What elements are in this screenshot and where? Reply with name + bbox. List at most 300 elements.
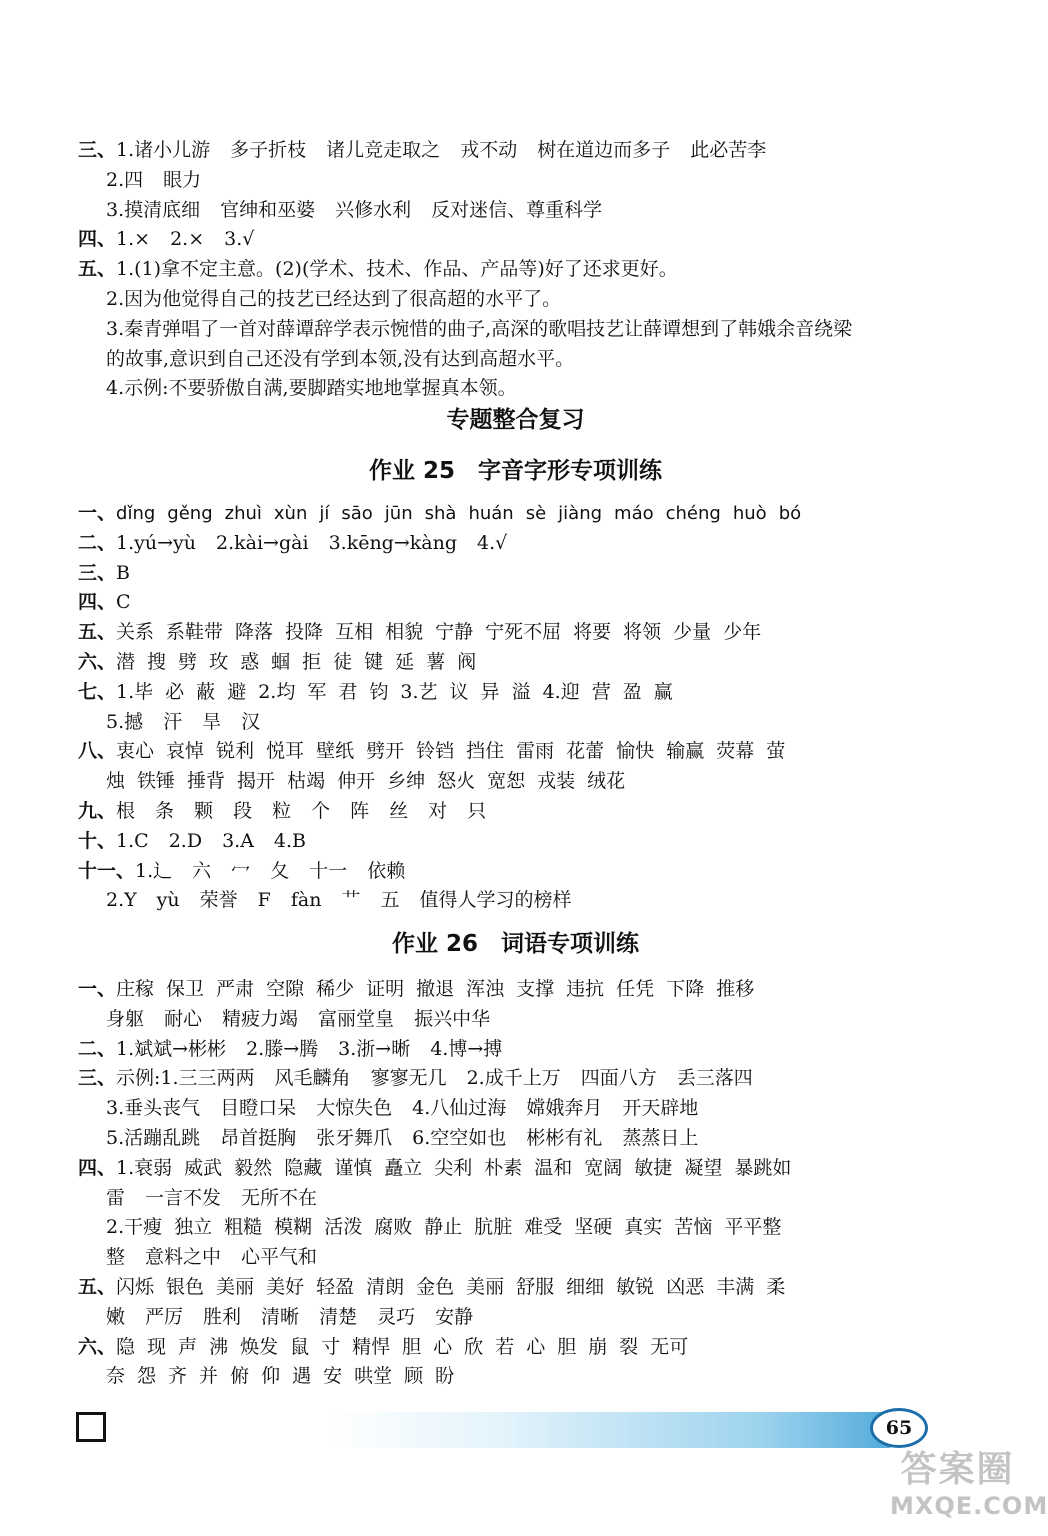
answer-line	[0, 1005, 1031, 1033]
answer-item: jí	[319, 503, 330, 524]
answer-item: 活泼	[324, 1216, 363, 1239]
answer-item: 键	[364, 651, 384, 673]
answer-item: 腐败	[374, 1216, 413, 1239]
answer-item: gěng	[167, 503, 213, 524]
answer-item: 兴修水利	[335, 198, 412, 221]
answer-item: 君	[338, 680, 358, 703]
answer-item: 的故事,意识到自己还没有学到本领,没有达到高超水平。	[106, 347, 575, 370]
answer-item: 无所不在	[241, 1186, 318, 1209]
answer-line	[0, 1273, 1031, 1301]
answer-item: 凶恶	[666, 1276, 705, 1298]
answer-item: C	[116, 591, 131, 614]
answer-item: 证明	[366, 978, 405, 1000]
answer-item: 寥寥无几	[370, 1067, 447, 1090]
checkbox-square	[76, 1412, 106, 1442]
answer-item: 闪烁	[116, 1276, 155, 1298]
question-number: 四、	[78, 591, 117, 614]
answer-item: 4.示例:不要骄傲自满,要脚踏实地地掌握真本领。	[106, 377, 517, 400]
answer-item: 雷雨	[516, 740, 555, 763]
answer-item: 暴跳如	[734, 1156, 792, 1179]
answer-item: zhuì	[224, 503, 262, 524]
answer-item: 振兴中华	[414, 1007, 491, 1030]
answer-item: 个	[311, 800, 331, 822]
answer-item: 阀	[457, 651, 477, 673]
answer-item: 胆	[557, 1335, 577, 1358]
answer-item: 清朗	[366, 1276, 405, 1298]
answer-item: 徒	[333, 651, 353, 673]
answer-item: 顾	[404, 1365, 424, 1388]
answer-item: 盈	[622, 680, 642, 703]
answer-item: 朴素	[484, 1156, 523, 1179]
answer-item: 系鞋带	[166, 621, 224, 644]
answer-item: 心	[526, 1335, 546, 1358]
answer-item: 任凭	[616, 978, 655, 1000]
answer-item: 凝望	[684, 1156, 723, 1179]
answer-line	[0, 166, 1031, 194]
answer-item: 3.艺	[400, 680, 438, 703]
answer-item: 反对迷信、尊重科学	[431, 198, 603, 221]
answer-item: 多子折枝	[230, 139, 307, 161]
answer-item: 银色	[166, 1276, 205, 1298]
answer-item: 敏锐	[616, 1276, 655, 1298]
answer-item: 鼠	[290, 1335, 310, 1358]
answer-item: 衷心	[116, 740, 155, 763]
answer-item: 宁死不屈	[485, 621, 562, 644]
answer-item: 1.辶	[135, 859, 173, 882]
answer-item: 耐心	[164, 1007, 203, 1030]
answer-item: 诸儿竞走取之	[326, 139, 441, 161]
answer-item: 戎装	[537, 770, 576, 793]
answer-item: shà	[424, 503, 457, 524]
homework-25-title: 作业 25 字音字形专项训练	[368, 458, 662, 484]
answer-item: 温和	[534, 1156, 573, 1179]
answer-item: huán	[468, 503, 514, 524]
answer-item: 蒸蒸日上	[622, 1127, 699, 1149]
answer-item: 威武	[184, 1156, 223, 1179]
answer-item: 挡住	[466, 740, 505, 763]
answer-line	[0, 374, 1031, 402]
answer-item: 开天辟地	[622, 1097, 699, 1120]
answer-line	[0, 136, 1031, 164]
answer-item: 撤退	[416, 978, 455, 1000]
answer-item: 根	[116, 800, 136, 822]
answer-item: 戎不动	[460, 139, 518, 161]
answer-item: 下降	[666, 978, 705, 1000]
answer-item: máo	[614, 503, 654, 524]
answer-item: 壁纸	[316, 740, 355, 763]
answer-item: 铁锤	[137, 770, 176, 793]
question-number: 七、	[78, 680, 117, 703]
answer-item: 丝	[389, 800, 409, 822]
answer-item: 精疲力竭	[222, 1007, 299, 1030]
answer-item: 蝈	[271, 651, 291, 673]
answer-item: B	[116, 561, 130, 584]
answer-item: 6.空空如也	[412, 1127, 507, 1149]
answer-item: 4.B	[273, 829, 307, 852]
answer-item: 精悍	[352, 1335, 391, 1358]
answer-item: 宽恕	[487, 770, 526, 793]
answer-line	[0, 255, 1031, 283]
answer-item: 独立	[174, 1216, 213, 1239]
answer-line	[0, 1154, 1031, 1182]
answer-item: 伸开	[337, 770, 376, 793]
answer-item: 眼力	[163, 168, 202, 191]
answer-item: 输赢	[666, 740, 705, 763]
answer-item: 遇	[292, 1365, 312, 1388]
answer-item: 盼	[435, 1365, 455, 1388]
question-number: 四、	[78, 1156, 117, 1179]
answer-item: 若	[495, 1335, 515, 1358]
answer-line	[0, 315, 1031, 343]
answer-item: 苦恼	[674, 1216, 713, 1239]
answer-item: 清楚	[319, 1305, 358, 1328]
answer-item: 现	[147, 1335, 167, 1358]
answer-item: 只	[467, 800, 487, 822]
answer-item: 依赖	[367, 859, 406, 882]
answer-item: 树在道边而多子	[537, 139, 671, 161]
answer-item: 声	[178, 1335, 198, 1358]
answer-item: 5.活蹦乱跳	[106, 1127, 201, 1149]
answer-item: 2.×	[170, 228, 205, 251]
answer-item: 劈	[178, 651, 198, 673]
answer-item: 隐藏	[284, 1156, 323, 1179]
answer-item: 肮脏	[474, 1216, 513, 1239]
answer-item: 花蕾	[566, 740, 605, 763]
answer-item: 身躯	[106, 1007, 145, 1030]
answer-item: 怨	[137, 1365, 157, 1388]
answer-item: 1.C	[116, 829, 149, 852]
answer-item: 互相	[335, 621, 374, 644]
answer-item: 推移	[716, 978, 755, 1000]
answer-item: 哄堂	[354, 1365, 393, 1388]
answer-item: 美丽	[216, 1276, 255, 1298]
answer-item: 支撑	[516, 978, 555, 1000]
answer-item: 劈开	[366, 740, 405, 763]
answer-item: 俯	[230, 1365, 250, 1388]
answer-item: 十一	[309, 859, 348, 882]
answer-item: 愉快	[616, 740, 655, 763]
answer-line	[0, 285, 1031, 313]
answer-line	[0, 196, 1031, 224]
answer-item: 1.毕	[116, 680, 154, 703]
answer-item: 六	[192, 859, 212, 882]
answer-item: 夂	[270, 859, 290, 882]
answer-item: 矗立	[384, 1156, 423, 1179]
answer-item: 荧幕	[716, 740, 755, 763]
answer-item: 丰满	[716, 1276, 755, 1298]
answer-item: 条	[155, 800, 175, 822]
answer-item: 绒花	[587, 770, 626, 793]
answer-item: 3.A	[222, 829, 254, 852]
answer-item: 2.Y	[106, 889, 137, 912]
answer-item: 嫦娥奔月	[526, 1097, 603, 1120]
answer-item: 阵	[350, 800, 370, 822]
answer-item: 欣	[464, 1335, 484, 1358]
answer-line	[0, 588, 1031, 616]
answer-item: chéng	[665, 503, 721, 524]
answer-item: 萤	[766, 740, 786, 763]
answer-item: 五	[380, 889, 400, 912]
answer-item: 拒	[302, 651, 322, 673]
answer-item: 2.滕→腾	[246, 1037, 319, 1060]
answer-item: 锐利	[216, 740, 255, 763]
answer-item: 沸	[209, 1335, 229, 1358]
answer-line	[0, 708, 1031, 736]
answer-line	[0, 1303, 1031, 1331]
answer-item: 谨慎	[334, 1156, 373, 1179]
answer-line	[0, 529, 1031, 557]
answer-item: 昂首挺胸	[220, 1127, 297, 1149]
homework-26-title: 作业 26 词语专项训练	[391, 931, 639, 957]
question-number: 五、	[78, 1276, 117, 1298]
page-number: 65	[870, 1408, 928, 1448]
answer-line	[0, 1243, 1031, 1271]
answer-item: yù	[156, 889, 180, 912]
answer-line	[0, 648, 1031, 676]
answer-item: 浑浊	[466, 978, 505, 1000]
answer-item: 寸	[321, 1335, 341, 1358]
answer-item: 少量	[673, 621, 712, 644]
answer-item: sè	[525, 503, 547, 524]
answer-line	[0, 345, 1031, 373]
answer-line	[0, 1213, 1031, 1241]
answer-item: 避	[227, 680, 247, 703]
answer-item: 示例:1.三三两两	[116, 1067, 255, 1090]
answer-item: 坚硬	[574, 1216, 613, 1239]
answer-item: 心	[433, 1335, 453, 1358]
answer-item: 4.√	[477, 531, 508, 554]
answer-item: 4.博→搏	[430, 1037, 503, 1060]
answer-item: 1.(1)拿不定主意。(2)(学术、技术、作品、产品等)好了还求更好。	[116, 258, 678, 281]
answer-item: 降落	[235, 621, 274, 644]
answer-item: 静止	[424, 1216, 463, 1239]
answer-item: 值得人学习的榜样	[419, 889, 572, 912]
answer-item: 雷	[106, 1186, 126, 1209]
answer-line	[0, 559, 1031, 587]
answer-item: 目瞪口呆	[220, 1097, 297, 1120]
answer-item: 四面八方	[580, 1067, 657, 1090]
answer-item: 并	[199, 1365, 219, 1388]
answer-item: 稀少	[316, 978, 355, 1000]
answer-item: jūn	[384, 503, 413, 524]
answer-item: 张牙舞爪	[316, 1127, 393, 1149]
question-number: 四、	[78, 228, 117, 251]
answer-item: 异	[480, 680, 500, 703]
answer-line	[0, 678, 1031, 706]
answer-item: 轻盈	[316, 1276, 355, 1298]
answer-item: 安	[323, 1365, 343, 1388]
answer-item: F	[257, 889, 271, 912]
answer-item: fàn	[290, 889, 322, 912]
answer-line	[0, 1035, 1031, 1063]
answer-item: 灵巧	[377, 1305, 416, 1328]
question-number: 三、	[78, 561, 117, 584]
answer-item: 玫	[209, 651, 229, 673]
answer-item: 4.迎	[542, 680, 580, 703]
answer-line	[0, 618, 1031, 646]
answer-item: 1.诸小儿游	[116, 139, 211, 161]
answer-item: 真实	[624, 1216, 663, 1239]
question-number: 六、	[78, 651, 117, 673]
answer-line	[0, 1333, 1031, 1361]
watermark-text-cn: 答案圈	[900, 1449, 1015, 1490]
answer-item: 3.秦青弹唱了一首对薛谭辞学表示惋惜的曲子,高深的歌唱技艺让薛谭想到了韩娥余音绕梁	[106, 317, 853, 340]
answer-item: 蔽	[196, 680, 216, 703]
answer-item: 风毛麟角	[274, 1067, 351, 1090]
answer-item: 4.八仙过海	[412, 1097, 507, 1120]
answer-line	[0, 225, 1031, 253]
answer-item: 2.干瘦	[106, 1216, 163, 1239]
answer-item: 宁静	[435, 621, 474, 644]
answer-item: 尖利	[434, 1156, 473, 1179]
answer-item: 清晰	[261, 1305, 300, 1328]
answer-item: 关系	[116, 621, 155, 644]
answer-item: 美好	[266, 1276, 305, 1298]
question-number: 三、	[78, 1067, 117, 1090]
answer-item: 焕发	[240, 1335, 279, 1358]
answer-item: 3.浙→晰	[338, 1037, 411, 1060]
answer-item: xùn	[273, 503, 308, 524]
answer-item: 保卫	[166, 978, 205, 1000]
question-number: 十、	[78, 829, 117, 852]
answer-item: 1.yú→yù	[116, 531, 197, 554]
answer-item: 严肃	[216, 978, 255, 1000]
answer-item: 1.斌斌→彬彬	[116, 1037, 227, 1060]
answer-item: 安静	[435, 1305, 474, 1328]
question-number: 五、	[78, 258, 117, 281]
answer-item: 揭开	[237, 770, 276, 793]
answer-item: 必	[165, 680, 185, 703]
answer-item: dǐng	[116, 503, 156, 524]
question-number: 六、	[78, 1335, 117, 1358]
answer-item: 哀悼	[166, 740, 205, 763]
answer-item: 悦耳	[266, 740, 305, 763]
answer-item: 此必苦李	[690, 139, 767, 161]
answer-item: 2.成千上万	[466, 1067, 561, 1090]
answer-item: bó	[778, 503, 802, 524]
answer-item: 大惊失色	[316, 1097, 393, 1120]
answer-item: 3.kēng→kàng	[328, 531, 458, 554]
answer-item: 2.均	[258, 680, 296, 703]
footer-gradient-bar	[330, 1412, 905, 1448]
question-number: 二、	[78, 1037, 117, 1060]
answer-item: 汗	[163, 710, 183, 733]
answer-item: 隐	[116, 1335, 136, 1358]
answer-item: 官绅和巫婆	[220, 198, 316, 221]
answer-item: 细细	[566, 1276, 605, 1298]
answer-item: 粗糙	[224, 1216, 263, 1239]
answer-item: 旱	[202, 710, 222, 733]
answer-line	[0, 886, 1031, 914]
answer-line	[0, 737, 1031, 765]
answer-item: 惑	[240, 651, 260, 673]
answer-item: 艹	[341, 889, 361, 912]
answer-item: 舒服	[516, 1276, 555, 1298]
answer-item: 一言不发	[145, 1186, 222, 1209]
answer-item: 延	[395, 651, 415, 673]
answer-item: 军	[307, 680, 327, 703]
answer-item: 2.因为他觉得自己的技艺已经达到了很高超的水平了。	[106, 288, 562, 310]
answer-item: 难受	[524, 1216, 563, 1239]
answer-line	[0, 827, 1031, 855]
question-number: 一、	[78, 978, 117, 1000]
answer-line	[0, 767, 1031, 795]
answer-line	[0, 1362, 1031, 1390]
answer-line	[0, 1064, 1031, 1092]
answer-item: 胜利	[203, 1305, 242, 1328]
answer-item: 毅然	[234, 1156, 273, 1179]
answer-line	[0, 857, 1031, 885]
answer-item: 裂	[619, 1335, 639, 1358]
answer-item: 赢	[653, 680, 673, 703]
answer-item: 2.四	[106, 168, 144, 191]
answer-item: 2.kài→gài	[216, 531, 309, 554]
answer-item: 3.垂头丧气	[106, 1097, 201, 1120]
answer-item: 心平气和	[241, 1246, 318, 1269]
answer-item: 敏捷	[634, 1156, 673, 1179]
answer-item: 营	[591, 680, 611, 703]
answer-item: 议	[449, 680, 469, 703]
answer-item: 平平整	[724, 1216, 782, 1239]
answer-item: 整	[106, 1246, 126, 1269]
answer-item: 投降	[285, 621, 324, 644]
answer-item: 潜	[116, 651, 136, 673]
answer-item: jiàng	[558, 503, 603, 524]
answer-item: 对	[428, 800, 448, 822]
answer-item: 捶背	[187, 770, 226, 793]
answer-item: 荣誉	[199, 889, 238, 912]
answer-item: 嫩	[106, 1305, 126, 1328]
answer-item: 3.摸清底细	[106, 198, 201, 221]
answer-item: 冖	[231, 859, 251, 882]
answer-item: 将领	[623, 621, 662, 644]
answer-item: 模糊	[274, 1216, 313, 1239]
answer-item: 严厉	[145, 1305, 184, 1328]
answer-item: 3.√	[224, 228, 255, 251]
answer-item: 溢	[511, 680, 531, 703]
answer-item: huò	[732, 503, 767, 524]
answer-line	[0, 1124, 1031, 1152]
answer-item: 少年	[723, 621, 762, 644]
answer-item: 枯竭	[287, 770, 326, 793]
answer-item: 彬彬有礼	[526, 1127, 603, 1149]
answer-item: 奈	[106, 1365, 126, 1388]
answer-item: 钧	[369, 680, 389, 703]
answer-line	[0, 797, 1031, 825]
answer-item: 宽阔	[584, 1156, 623, 1179]
answer-item: 将要	[573, 621, 612, 644]
answer-line	[0, 1094, 1031, 1122]
watermark-logo	[890, 1448, 1048, 1532]
question-number: 三、	[78, 139, 117, 161]
answer-item: 铃铛	[416, 740, 455, 763]
answer-item: 1.衰弱	[116, 1156, 173, 1179]
answer-item: 丢三落四	[676, 1067, 753, 1090]
answer-item: 2.D	[168, 829, 203, 852]
answer-item: 乡绅	[387, 770, 426, 793]
answer-item: sāo	[341, 503, 373, 524]
answer-item: 无可	[650, 1335, 689, 1358]
question-number: 一、	[78, 502, 117, 524]
answer-item: 段	[233, 800, 253, 822]
answer-item: 怒火	[437, 770, 476, 793]
answer-item: 仰	[261, 1365, 281, 1388]
answer-item: 空隙	[266, 978, 305, 1000]
answer-item: 烛	[106, 770, 126, 793]
answer-item: 胆	[402, 1335, 422, 1358]
answer-item: 薯	[426, 651, 446, 673]
answer-line	[0, 1184, 1031, 1212]
